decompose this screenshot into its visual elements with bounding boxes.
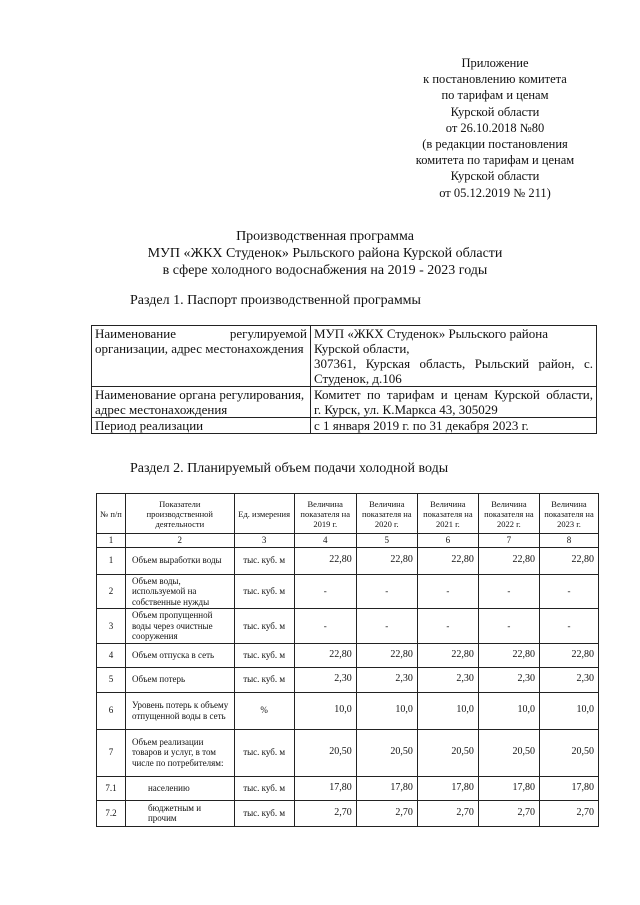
row-value: 10,0 (417, 692, 478, 729)
row-indicator: Объем воды, используемой на собственные нужды (125, 574, 234, 609)
table-row (97, 692, 599, 729)
row-value: 17,80 (356, 776, 417, 800)
row-num: 1 (97, 547, 126, 574)
table-row (97, 609, 599, 644)
row-num: 7.1 (97, 776, 126, 800)
row-value: 20,50 (356, 729, 417, 776)
label-line: адрес местонахождения (95, 402, 228, 417)
row-indicator: Объем реализации товаров и услуг, в том числе по потребителям: (125, 729, 234, 776)
row-num: 7 (97, 729, 126, 776)
table-row (97, 547, 599, 574)
value-line: Студенок, д.106 (314, 371, 402, 386)
row-unit: тыс. куб. м (234, 547, 294, 574)
row-num: 6 (97, 692, 126, 729)
header-2019: Величина показателя на 2019 г. (294, 494, 356, 534)
document-title (100, 228, 550, 279)
row-num: 2 (97, 574, 126, 609)
row-unit: тыс. куб. м (234, 643, 294, 667)
appendix-line: к постановлению комитета (423, 72, 567, 87)
row-unit: тыс. куб. м (234, 729, 294, 776)
row-value: 2,70 (356, 800, 417, 826)
row-unit: тыс. куб. м (234, 800, 294, 826)
column-number-row (97, 534, 599, 548)
section-2-heading: Раздел 2. Планируемый объем подачи холодной воды (130, 461, 449, 476)
value-line: Курской области, (314, 341, 410, 356)
passport-label (92, 387, 311, 418)
header-indicator: Показатели производственной деятельности (125, 494, 234, 534)
section-1-heading: Раздел 1. Паспорт производственной программы (130, 293, 421, 308)
appendix-line: Курской области (450, 169, 540, 184)
value-line: Комитет по тарифам и ценам Курской области, (314, 387, 593, 402)
header-2022: Величина показателя на 2022 г. (478, 494, 539, 534)
value-line: 307361, Курская область, Рыльский район, с. (314, 356, 593, 371)
row-value: 2,70 (539, 800, 598, 826)
appendix-line: Курской области (450, 104, 540, 119)
row-indicator: Объем пропущенной воды через очистные сооружения (125, 609, 234, 644)
row-indicator: населению (125, 776, 234, 800)
row-value: 20,50 (539, 729, 598, 776)
value-line: г. Курск, ул. К.Маркса 43, 305029 (314, 402, 498, 417)
column-number: 2 (125, 534, 234, 548)
passport-label (92, 326, 311, 387)
row-value: 22,80 (356, 547, 417, 574)
column-number: 3 (234, 534, 294, 548)
table-row (97, 800, 599, 826)
value-line: МУП «ЖКХ Студенок» Рыльского района (314, 326, 548, 341)
passport-label (92, 418, 311, 434)
row-value: - (294, 609, 356, 644)
appendix-line: комитета по тарифам и ценам (415, 153, 575, 168)
row-value: 22,80 (478, 547, 539, 574)
appendix-line: Приложение (461, 56, 529, 70)
row-value: 10,0 (478, 692, 539, 729)
row-indicator: Объем выработки воды (125, 547, 234, 574)
column-number: 7 (478, 534, 539, 548)
row-value: 22,80 (417, 547, 478, 574)
row-unit: % (234, 692, 294, 729)
row-value: 22,80 (539, 547, 598, 574)
label-line: Наименование органа регулирования, (95, 387, 305, 402)
label-line: организации, адрес местонахождения (95, 341, 304, 356)
label-line: Наименование регулируемой (95, 326, 307, 341)
row-value: - (356, 574, 417, 609)
row-num: 4 (97, 643, 126, 667)
table-row (97, 776, 599, 800)
title-line-2: МУП «ЖКХ Студенок» Рыльского района Курской области (147, 246, 503, 261)
table-row (97, 643, 599, 667)
row-value: 2,70 (478, 800, 539, 826)
row-value: 2,70 (417, 800, 478, 826)
passport-row (92, 326, 597, 387)
row-value: 20,50 (294, 729, 356, 776)
passport-value (311, 387, 597, 418)
row-value: 22,80 (294, 547, 356, 574)
row-value: - (539, 574, 598, 609)
header-2020: Величина показателя на 2020 г. (356, 494, 417, 534)
row-value: - (294, 574, 356, 609)
appendix-line: от 05.12.2019 № 211) (439, 185, 551, 200)
row-value: 2,30 (417, 667, 478, 692)
table-row (97, 729, 599, 776)
row-value: 22,80 (356, 643, 417, 667)
label-line: Период реализации (95, 418, 204, 433)
row-indicator: Уровень потерь к объему отпущенной воды в сеть (125, 692, 234, 729)
row-value: - (539, 609, 598, 644)
row-value: - (356, 609, 417, 644)
row-value: 17,80 (478, 776, 539, 800)
row-value: 17,80 (539, 776, 598, 800)
row-value: 22,80 (478, 643, 539, 667)
row-value: - (417, 574, 478, 609)
row-indicator: Объем потерь (125, 667, 234, 692)
passport-value (311, 326, 597, 387)
header-num: № п/п (97, 494, 126, 534)
row-value: 20,50 (417, 729, 478, 776)
row-value: 10,0 (539, 692, 598, 729)
row-value: 20,50 (478, 729, 539, 776)
row-value: 22,80 (417, 643, 478, 667)
table-row (97, 667, 599, 692)
appendix-line: по тарифам и ценам (441, 88, 549, 103)
row-unit: тыс. куб. м (234, 667, 294, 692)
row-value: - (478, 609, 539, 644)
row-value: 10,0 (294, 692, 356, 729)
row-value: 22,80 (539, 643, 598, 667)
row-value: - (478, 574, 539, 609)
row-value: 17,80 (294, 776, 356, 800)
row-value: 2,30 (356, 667, 417, 692)
water-volume-table (96, 493, 599, 827)
table-header-row (97, 494, 599, 534)
row-indicator: Объем отпуска в сеть (125, 643, 234, 667)
column-number: 5 (356, 534, 417, 548)
row-value: 2,30 (539, 667, 598, 692)
passport-table (91, 325, 597, 434)
passport-value (311, 418, 597, 434)
title-line-3: в сфере холодного водоснабжения на 2019 - 2023 годы (162, 263, 488, 278)
title-line-1: Производственная программа (236, 229, 414, 244)
row-value: 17,80 (417, 776, 478, 800)
table-row (97, 574, 599, 609)
passport-row (92, 418, 597, 434)
appendix-line: от 26.10.2018 №80 (445, 120, 545, 135)
column-number: 4 (294, 534, 356, 548)
row-value: 10,0 (356, 692, 417, 729)
header-unit: Ед. измерения (234, 494, 294, 534)
row-num: 7.2 (97, 800, 126, 826)
column-number: 6 (417, 534, 478, 548)
appendix-line: (в редакции постановления (422, 137, 568, 152)
column-number: 8 (539, 534, 598, 548)
row-num: 5 (97, 667, 126, 692)
row-value: 2,30 (478, 667, 539, 692)
header-2023: Величина показателя на 2023 г. (539, 494, 598, 534)
row-unit: тыс. куб. м (234, 609, 294, 644)
column-number: 1 (97, 534, 126, 548)
row-value: 2,30 (294, 667, 356, 692)
row-value: - (417, 609, 478, 644)
value-line: с 1 января 2019 г. по 31 декабря 2023 г. (314, 418, 529, 433)
appendix-block (395, 55, 595, 201)
passport-row (92, 387, 597, 418)
row-value: 22,80 (294, 643, 356, 667)
row-indicator: бюджетным и прочим (125, 800, 234, 826)
row-num: 3 (97, 609, 126, 644)
row-value: 2,70 (294, 800, 356, 826)
row-unit: тыс. куб. м (234, 776, 294, 800)
header-2021: Величина показателя на 2021 г. (417, 494, 478, 534)
row-unit: тыс. куб. м (234, 574, 294, 609)
